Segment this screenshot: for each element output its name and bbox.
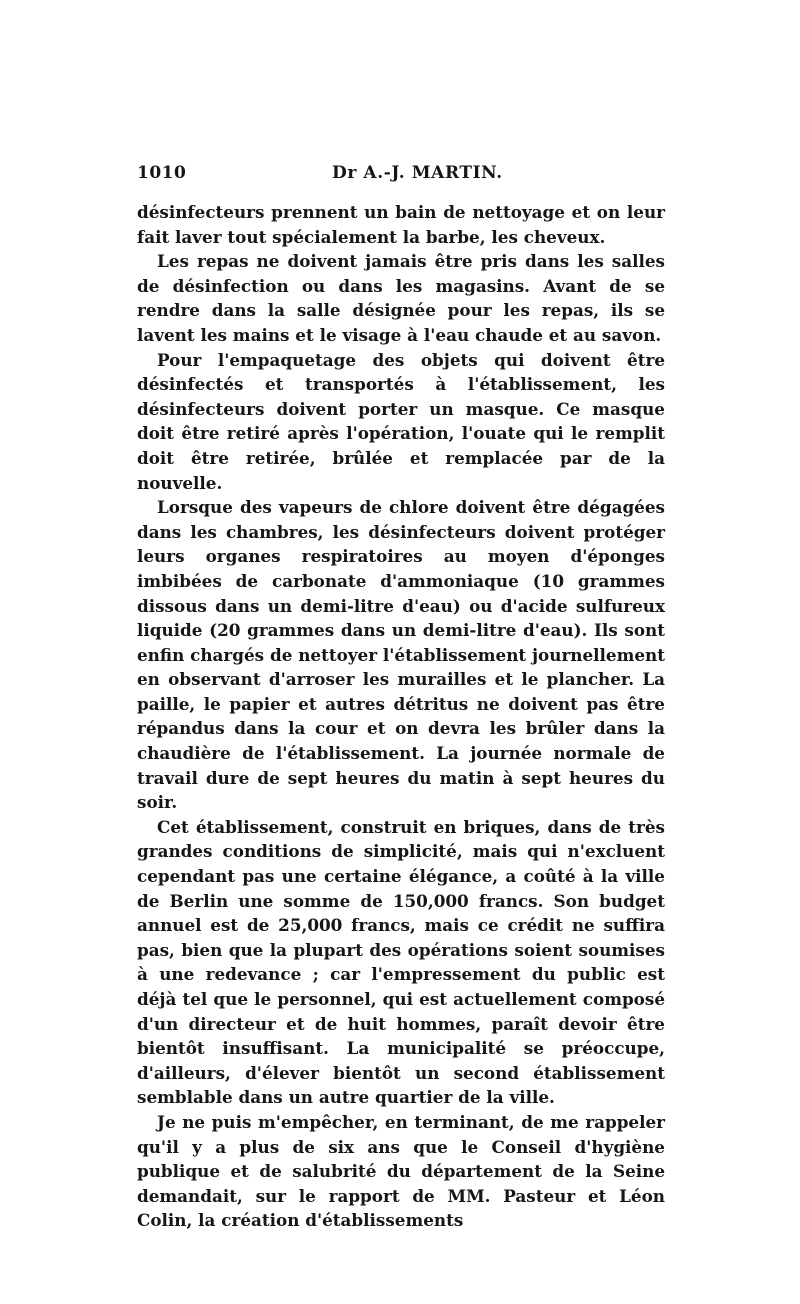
page-number: 1010 — [137, 163, 187, 183]
paragraph-conclusion: Je ne puis m'empêcher, en terminant, de me rappeler qu'il y a plus de six ans que le Conseil d'hygiène publique et de salubrité du département de la Seine demandait, sur le rapport de MM. Pasteur et Léon Colin, la création d'établissements — [137, 1111, 665, 1231]
paragraph-packaging-mask: Pour l'empaquetage des objets qui doivent être désinfectés et transportés à l'établissement, les désinfecteurs doivent porter un masque. Ce masque doit être retiré après l'opération, l'ouate qui le remplit doit être retirée, brûlée et remplacée par de la nouvelle. — [137, 349, 665, 493]
paragraph-continued: désinfecteurs prennent un bain de nettoyage et on leur fait laver tout spécialement la barbe, les cheveux. — [137, 202, 665, 247]
running-title: Dr A.-J. MARTIN. — [332, 163, 503, 183]
body-text — [137, 200, 665, 1233]
running-head — [137, 160, 665, 186]
paragraph-chlorine-vapours: Lorsque des vapeurs de chlore doivent être dégagées dans les chambres, les désinfecteurs doivent protéger leurs organes respiratoires au moyen d'éponges imbibées de carbonate d'ammoniaque (10 grammes dissous dans un demi-litre d'eau) ou d'acide sulfureux liquide (20 grammes dans un demi-litre d'eau). Ils sont enfin chargés de nettoyer l'établissement journellement en observant d'arroser les murailles et le plancher. La paille, le papier et autres détritus ne doivent pas être répandus dans la cour et on devra les brûler dans la chaudière de l'établissement. La journée normale de travail dure de sept heures du matin à sept heures du soir. — [137, 497, 665, 813]
paragraph-establishment-cost: Cet établissement, construit en briques, dans de très grandes conditions de simplicité, mais qui n'excluent cependant pas une certaine élégance, a coûté à la ville de Berlin une somme de 150,000 francs. Son budget annuel est de 25,000 francs, mais ce crédit ne suffira pas, bien que la plupart des opérations soient soumises à une redevance ; car l'empressement du public est déjà tel que le personnel, qui est actuellement composé d'un directeur et de huit hommes, paraît devoir être bientôt insuffisant. La municipalité se préoccupe, d'ailleurs, d'élever bientôt un second établissement semblable dans un autre quartier de la ville. — [137, 816, 665, 1108]
paragraph-meals: Les repas ne doivent jamais être pris dans les salles de désinfection ou dans les magasins. Avant de se rendre dans la salle désignée pour les repas, ils se lavent les mains et le visage à l'eau chaude et au savon. — [137, 251, 665, 345]
